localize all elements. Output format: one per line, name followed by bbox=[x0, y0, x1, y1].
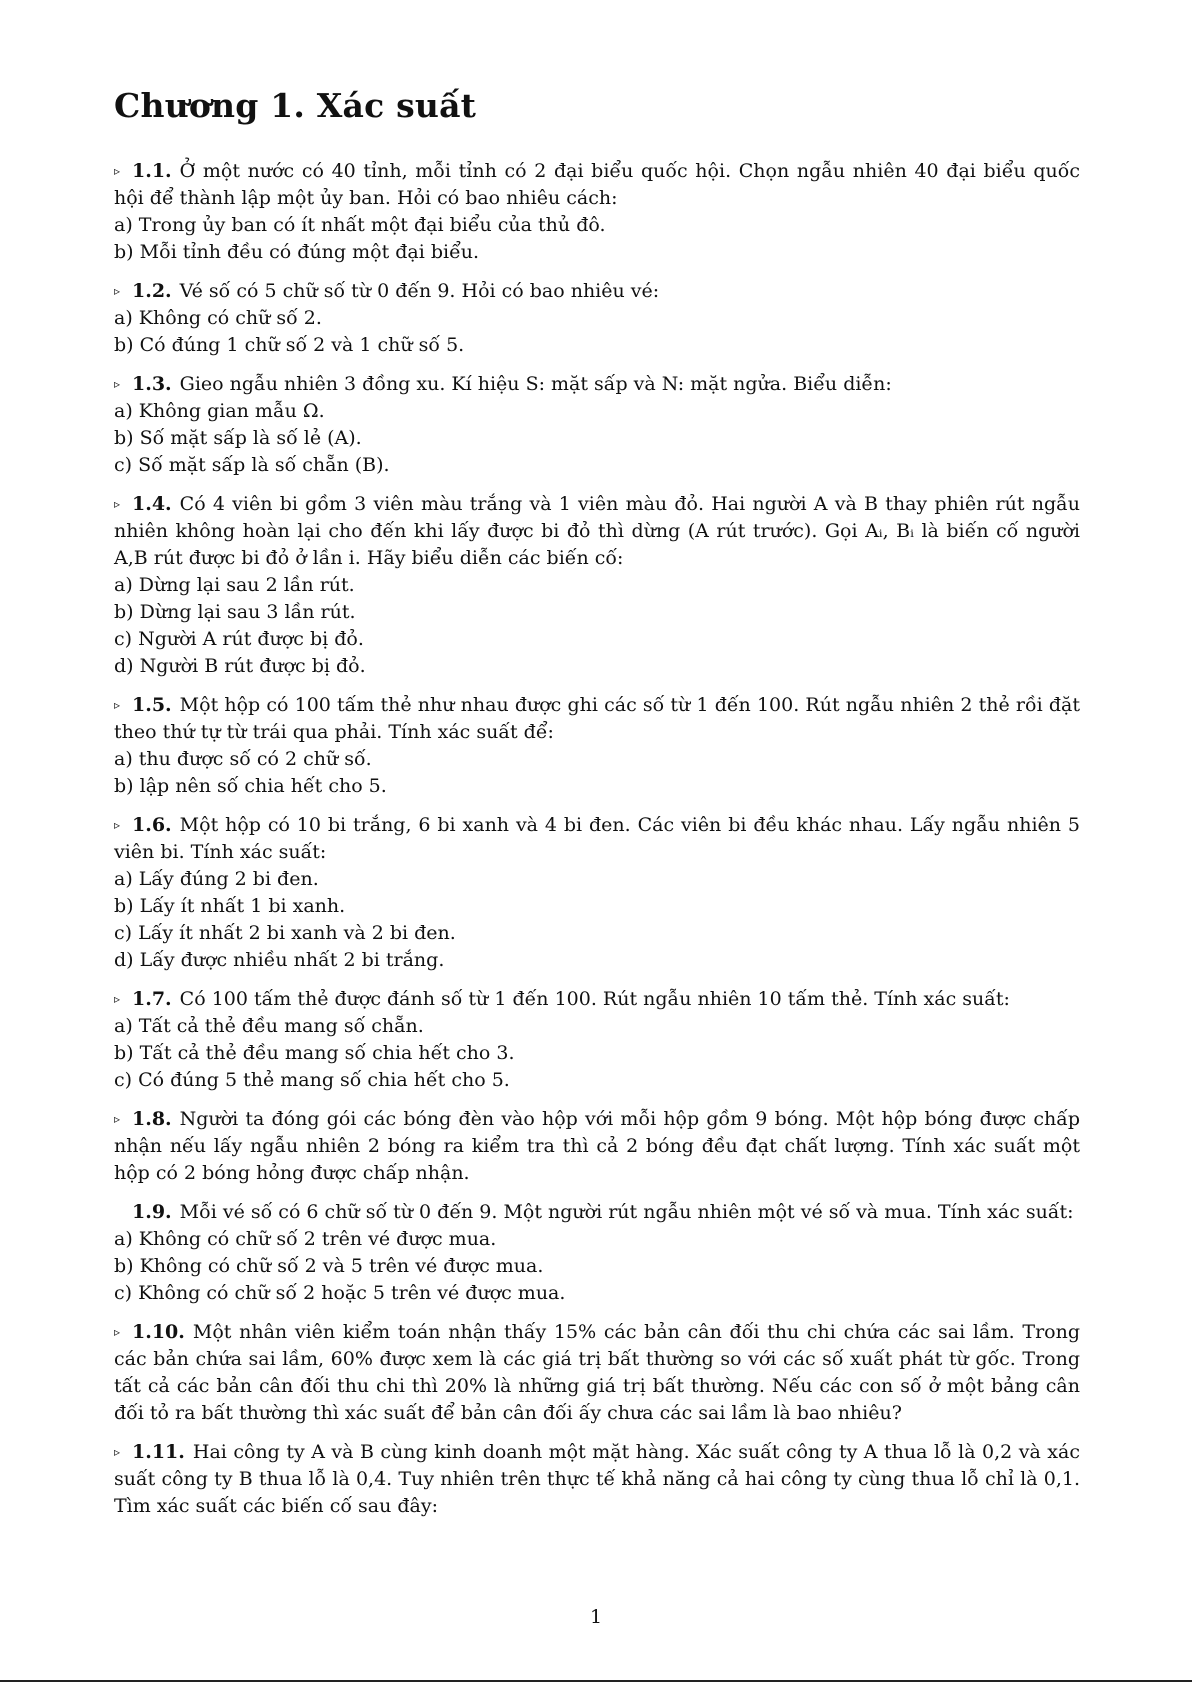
problem-subitem: b) Không có chữ số 2 và 5 trên vé được mua. bbox=[114, 1255, 544, 1277]
problem bbox=[114, 986, 1080, 1094]
problem bbox=[114, 371, 1080, 479]
problem-number: 1.11. bbox=[132, 1441, 185, 1463]
problem-number: 1.1. bbox=[132, 160, 172, 182]
problem-text: Mỗi vé số có 6 chữ số từ 0 đến 9. Một người rút ngẫu nhiên một vé số và mua. Tính xác suất: bbox=[179, 1201, 1074, 1223]
problem-subitem: b) Mỗi tỉnh đều có đúng một đại biểu. bbox=[114, 241, 480, 263]
problem-number: 1.3. bbox=[132, 373, 172, 395]
problem-statement bbox=[114, 1199, 1080, 1226]
problem-subitem: a) Lấy đúng 2 bi đen. bbox=[114, 868, 319, 890]
triangle-marker-icon: ▹ bbox=[114, 1325, 121, 1339]
problem bbox=[114, 692, 1080, 800]
problem bbox=[114, 1106, 1080, 1187]
problem-number: 1.7. bbox=[132, 988, 172, 1010]
problem-subitem: a) Không có chữ số 2. bbox=[114, 307, 322, 329]
triangle-marker-icon: ▹ bbox=[114, 1445, 121, 1459]
problem-subitem: a) Không có chữ số 2 trên vé được mua. bbox=[114, 1228, 497, 1250]
problem-subitem: b) Dừng lại sau 3 lần rút. bbox=[114, 601, 356, 623]
problem-number: 1.5. bbox=[132, 694, 172, 716]
problem-subitem: a) Dừng lại sau 2 lần rút. bbox=[114, 574, 355, 596]
problem-statement bbox=[114, 371, 1080, 398]
triangle-marker-icon: ▹ bbox=[114, 497, 121, 511]
triangle-marker-icon: ▹ bbox=[114, 284, 121, 298]
problem-subitem: a) Không gian mẫu Ω. bbox=[114, 400, 325, 422]
problem-text: Người ta đóng gói các bóng đèn vào hộp với mỗi hộp gồm 9 bóng. Một hộp bóng được chấp nhận nếu lấy ngẫu nhiên 2 bóng ra kiểm tra thì cả 2 bóng đều đạt chất lượng. Tính xác suất một hộp có 2 bóng hỏng được chấp nhận. bbox=[114, 1108, 1080, 1184]
triangle-marker-icon: ▹ bbox=[114, 818, 121, 832]
problem-statement bbox=[114, 692, 1080, 746]
problem-subitem: a) Tất cả thẻ đều mang số chẵn. bbox=[114, 1015, 424, 1037]
problem-text: Một hộp có 10 bi trắng, 6 bi xanh và 4 bi đen. Các viên bi đều khác nhau. Lấy ngẫu nhiên 5 viên bi. Tính xác suất: bbox=[114, 814, 1080, 863]
triangle-marker-icon: ▹ bbox=[114, 377, 121, 391]
problem-statement bbox=[114, 986, 1080, 1013]
problem-subitem: b) Tất cả thẻ đều mang số chia hết cho 3. bbox=[114, 1042, 515, 1064]
problem-text: Vé số có 5 chữ số từ 0 đến 9. Hỏi có bao nhiêu vé: bbox=[179, 280, 660, 302]
problem-list bbox=[114, 158, 1080, 1532]
problem-number: 1.2. bbox=[132, 280, 172, 302]
triangle-marker-icon: ▹ bbox=[114, 164, 121, 178]
problem-text: Có 100 tấm thẻ được đánh số từ 1 đến 100. Rút ngẫu nhiên 10 tấm thẻ. Tính xác suất: bbox=[179, 988, 1010, 1010]
problem-text: Một hộp có 100 tấm thẻ như nhau được ghi các số từ 1 đến 100. Rút ngẫu nhiên 2 thẻ rồi đặt theo thứ tự từ trái qua phải. Tính xác suất để: bbox=[114, 694, 1080, 743]
problem-text: Có 4 viên bi gồm 3 viên màu trắng và 1 viên màu đỏ. Hai người A và B thay phiên rút ngẫu nhiên không hoàn lại cho đến khi lấy được bi đỏ thì dừng (A rút trước). Gọi Aᵢ, Bᵢ là biến cố người A,B rút được bi đỏ ở lần i. Hãy biểu diễn các biến cố: bbox=[114, 493, 1080, 569]
problem-number: 1.9. bbox=[132, 1201, 172, 1223]
problem-statement bbox=[114, 1439, 1080, 1520]
problem-number: 1.10. bbox=[132, 1321, 185, 1343]
bottom-rule bbox=[0, 1680, 1192, 1682]
problem-statement bbox=[114, 278, 1080, 305]
problem-subitem: c) Lấy ít nhất 2 bi xanh và 2 bi đen. bbox=[114, 922, 456, 944]
problem bbox=[114, 1199, 1080, 1307]
problem-subitem: b) Lấy ít nhất 1 bi xanh. bbox=[114, 895, 346, 917]
problem-number: 1.8. bbox=[132, 1108, 172, 1130]
problem bbox=[114, 1439, 1080, 1520]
problem bbox=[114, 812, 1080, 974]
problem-text: Gieo ngẫu nhiên 3 đồng xu. Kí hiệu S: mặt sấp và N: mặt ngửa. Biểu diễn: bbox=[179, 373, 892, 395]
problem bbox=[114, 491, 1080, 680]
problem-subitem: a) thu được số có 2 chữ số. bbox=[114, 748, 372, 770]
problem-subitem: a) Trong ủy ban có ít nhất một đại biểu của thủ đô. bbox=[114, 214, 606, 236]
problem-statement bbox=[114, 1106, 1080, 1187]
problem-number: 1.6. bbox=[132, 814, 172, 836]
problem-subitem: d) Lấy được nhiều nhất 2 bi trắng. bbox=[114, 949, 445, 971]
problem-subitem: c) Người A rút được bị đỏ. bbox=[114, 628, 364, 650]
problem-text: Ở một nước có 40 tỉnh, mỗi tỉnh có 2 đại biểu quốc hội. Chọn ngẫu nhiên 40 đại biểu quốc hội để thành lập một ủy ban. Hỏi có bao nhiêu cách: bbox=[114, 160, 1080, 209]
problem bbox=[114, 278, 1080, 359]
problem-statement bbox=[114, 491, 1080, 572]
triangle-marker-icon: ▹ bbox=[114, 698, 121, 712]
problem-subitem: d) Người B rút được bị đỏ. bbox=[114, 655, 366, 677]
problem-text: Hai công ty A và B cùng kinh doanh một mặt hàng. Xác suất công ty A thua lỗ là 0,2 và xác suất công ty B thua lỗ là 0,4. Tuy nhiên trên thực tế khả năng cả hai công ty cùng thua lỗ chỉ là 0,1. Tìm xác suất các biến cố sau đây: bbox=[114, 1441, 1080, 1517]
problem bbox=[114, 158, 1080, 266]
problem-subitem: c) Có đúng 5 thẻ mang số chia hết cho 5. bbox=[114, 1069, 510, 1091]
problem-statement bbox=[114, 812, 1080, 866]
problem-subitem: c) Số mặt sấp là số chẵn (B). bbox=[114, 454, 390, 476]
problem-subitem: b) lập nên số chia hết cho 5. bbox=[114, 775, 387, 797]
problem-statement bbox=[114, 158, 1080, 212]
problem-subitem: b) Có đúng 1 chữ số 2 và 1 chữ số 5. bbox=[114, 334, 465, 356]
problem-number: 1.4. bbox=[132, 493, 172, 515]
problem-statement bbox=[114, 1319, 1080, 1427]
problem bbox=[114, 1319, 1080, 1427]
problem-subitem: c) Không có chữ số 2 hoặc 5 trên vé được mua. bbox=[114, 1282, 566, 1304]
problem-text: Một nhân viên kiểm toán nhận thấy 15% các bản cân đối thu chi chứa các sai lầm. Trong các bản chứa sai lầm, 60% được xem là các giá trị bất thường so với các số xuất phát từ gốc. Trong tất cả các bản cân đối thu chi thì 20% là những giá trị bất thường. Nếu các con số ở một bảng cân đối tỏ ra bất thường thì xác suất để bản cân đối ấy chưa các sai lầm là bao nhiêu? bbox=[114, 1321, 1080, 1424]
page-number: 1 bbox=[589, 1606, 603, 1628]
triangle-marker-icon: ▹ bbox=[114, 992, 121, 1006]
triangle-marker-icon: ▹ bbox=[114, 1112, 121, 1126]
chapter-title: Chương 1. Xác suất bbox=[114, 86, 477, 125]
problem-subitem: b) Số mặt sấp là số lẻ (A). bbox=[114, 427, 362, 449]
